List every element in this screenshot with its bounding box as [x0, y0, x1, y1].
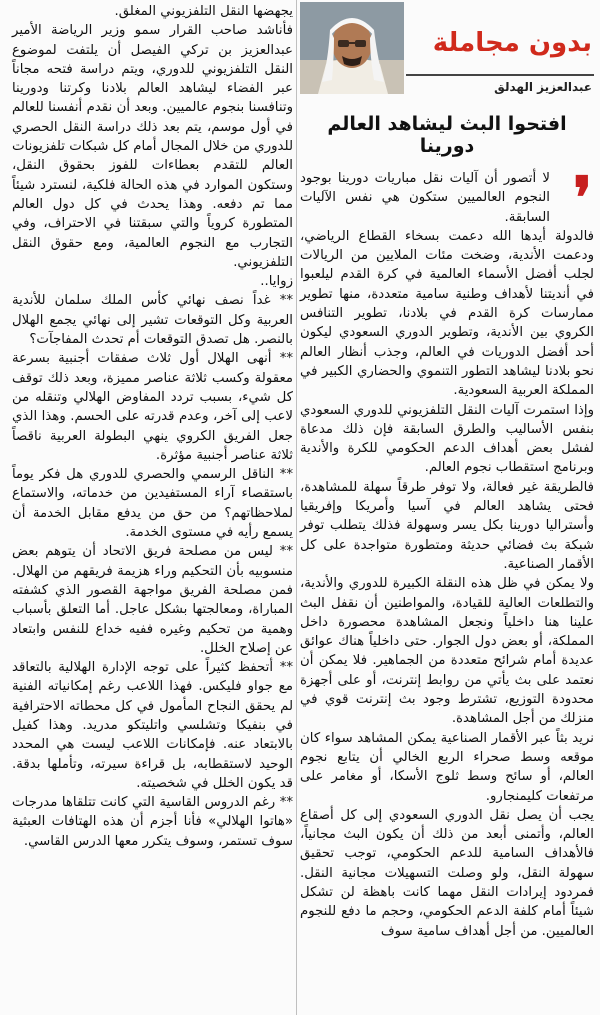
- paragraph: لا أتصور أن آليات نقل مباريات دورينا بوجود النجوم العالميين ستكون هي نفس الآليات السابقة.: [300, 171, 550, 225]
- paragraph: ** أنهى الهلال أول ثلاث صفقات أجنبية بسرعة معقولة وكسب ثلاثة عناصر مميزة، وبعد ذلك توقف كل شيء، بسبب تردد المفاوض الهلالي وتنقله من لاعب إلى آخر، وعدم قدرته على الحسم. وهذا الذي جعل الفريق الكروي ينهي البطولة العربية ناقصاً ثلاثة عناصر أجنبية مؤثرة.: [12, 351, 293, 463]
- paragraph: ** رغم الدروس القاسية التي كانت تتلقاها مدرجات «هاتوا الهلالي» فأنا أجزم أن هذه الهتافات العبثية سوف تستمر، وسوف يتكرر معها الدرس القاسي.: [12, 795, 293, 849]
- right-column: [300, 0, 594, 941]
- masthead-rule: [406, 74, 594, 76]
- paragraph: ولا يمكن في ظل هذه النقلة الكبيرة للدوري والأندية، والتطلعات العالية للقيادة، والمواطنين أن نقفل البث علينا هنا داخلياً ونجعل المشاهدة محصورة داخل المملكة، أو بعض دول الجوار. حتى داخلياً هناك عوائق عديدة أمام شرائح متعددة من الجماهير. فلا يمكن أن نعتمد على بث يأتي من روابط إنترنت، أو على أجهزة محدودة التوزيع، تشترط وجود بث إنترنت قوي في منزلك من أجل المشاهدة.: [300, 576, 594, 727]
- author-portrait-image: [300, 2, 404, 94]
- paragraph: فالدولة أيدها الله دعمت بسخاء القطاع الرياضي، ودعمت الأندية، وضخت مئات الملايين من الريالات لجلب أفضل الأسماء العالمية في كرة القدم ليلعبوا في أنديتنا لأهداف وطنية سامية متعددة، منها تطوير ممارسات كرة القدم في بلادنا، تطوير التنافس الكروي بين الأندية، وتطوير الدوري السعودي ليكون أحد أفضل الدوريات في العالم، وجذب أنظار العالم نحو بلادنا ليشاهد التطور التنموي والحضاري الكبير في المملكة العربية السعودية.: [300, 228, 594, 399]
- paragraph: وإذا استمرت آليات النقل التلفزيوني للدوري السعودي بنفس الأساليب والطرق السابقة فإن ذلك مدعاة لفشل بعض أهداف الدعم الحكومي للكرة والأندية وبرنامج استقطاب نجوم العالم.: [300, 402, 594, 476]
- paragraph: فالطريقة غير فعالة، ولا توفر طرقاً سهلة للمشاهدة، فحتى يشاهد العالم في آسيا وأمريكا وإفريقيا وأستراليا دورينا بكل يسر وسهولة فذلك يتطلب توفر شبكة بث فضائي حديثة ومتطورة متواجدة على كل الأقمار الصناعية.: [300, 479, 594, 572]
- article-header: [300, 0, 594, 103]
- paragraph: ** غداً نصف نهائي كأس الملك سلمان للأندية العربية وكل التوقعات تشير إلى نهائي يجمع الهلال بالنصر. هل تصدق التوقعات أم تحدث المفاجآت؟: [12, 293, 293, 348]
- paragraph: يجهضها النقل التلفزيوني المغلق.: [114, 4, 293, 19]
- paragraph: نريد بثاً عبر الأقمار الصناعية يمكن المشاهد سواء كان موقعه وسط صحراء الربع الخالي أن يتابع نجوم العالم، أو سائح وسط ثلوج الأسكا، أو مغامر على مرتفعات كليمنجارو.: [300, 730, 594, 804]
- section-heading: زوايا..: [260, 274, 293, 290]
- paragraph: ** الناقل الرسمي والحصري للدوري هل فكر يوماً باستقصاء آراء المستفيدين من خدماته، والاستماع لملاحظاتهم؟ من حق من يدفع مقابل الخدمة أن يسمع رأيه في مستوى الخدمة.: [12, 467, 293, 541]
- paragraph: فأناشد صاحب القرار سمو وزير الرياضة الأمير عبدالعزيز بن تركي الفيصل أن يلتفت لموضوع النقل التلفزيوني للدوري، ويتم دراسة فتحه مجاناً عبر الفضاء ليشاهد العالم بلادنا وكرتنا ودورينا وتنافسنا بنجوم عالميين. وبعد أن نقدم أنفسنا للعالم في أول موسم، يتم بعد ذلك دراسة النقل الحصري للدوري من خلال المجال أمام كل شبكات تلفزيونات العالم للتقدم بعطاءات للفوز بحقوق النقل، وستكون الموارد في هذه الحالة فلكية، لنسترد شيئاً مما تم دفعه. وهذا يحدث في كل دول العالم المتطورة كروياً والتي سبقتنا في الاحتراف، وفي التجارب مع النجوم العالمية، ومع حقوق النقل التلفزيوني.: [12, 23, 293, 270]
- article-title: افتحوا البث ليشاهد العالم دورينا: [327, 113, 567, 157]
- column-kicker: بدون مجاملة: [432, 28, 592, 58]
- paragraph: ** أتحفظ كثيراً على توجه الإدارة الهلالية بالتعاقد مع جواو فليكس. فهذا اللاعب رغم إمكانياته الفنية لم يحقق النجاح المأمول في كل محطاته الاحترافية في بنفيكا وتشلسي واتليتكو مدريد. وهذا كفيل بالابتعاد عنه. فإمكانات اللاعب ليست هي المحدد الوحيد لاستقطابه، بل قراءة سيرته، وتأملها بدقة. قد يكون الخلل في شخصيته.: [12, 660, 293, 791]
- column-masthead: [406, 0, 594, 100]
- lead-paragraph-block: [300, 164, 594, 232]
- paragraph: ** ليس من مصلحة فريق الاتحاد أن يتوهم بعض منسوبيه بأن التحكيم وراء هزيمة فريقهم من الهلال. فمن مصلحة الفريق مواجهة القصور الذي كشفته المباراة، ومعالجتها بشكل عاجل. أما التعلق بأسباب وهمية من تحكيم وغيره ففيه خداع للنفس وابتعاد عن إصلاح الخلل.: [12, 544, 293, 656]
- author-photo: [300, 2, 404, 94]
- paragraph: يجب أن يصل نقل الدوري السعودي إلى كل أصقاع العالم، وأتمنى أبعد من ذلك أن يكون البث مجانياً، فالأهداف السامية للدعم الحكومي، توجب تحقيق سهولة النقل، ولو وصلت التسهيلات مجانية النقل. فمردود إيرادات النقل مهما كانت باهظة لن تشكل شيئاً أمام كلفة الدعم الحكومي، وحجم ما دفع للنجوم العالميين. من أجل أهداف سامية سوف: [300, 807, 594, 939]
- author-name: عبدالعزيز الهدلق: [494, 80, 592, 94]
- column-divider: [296, 0, 297, 1015]
- quote-mark-icon: ❜: [573, 164, 592, 232]
- left-column: [6, 0, 295, 851]
